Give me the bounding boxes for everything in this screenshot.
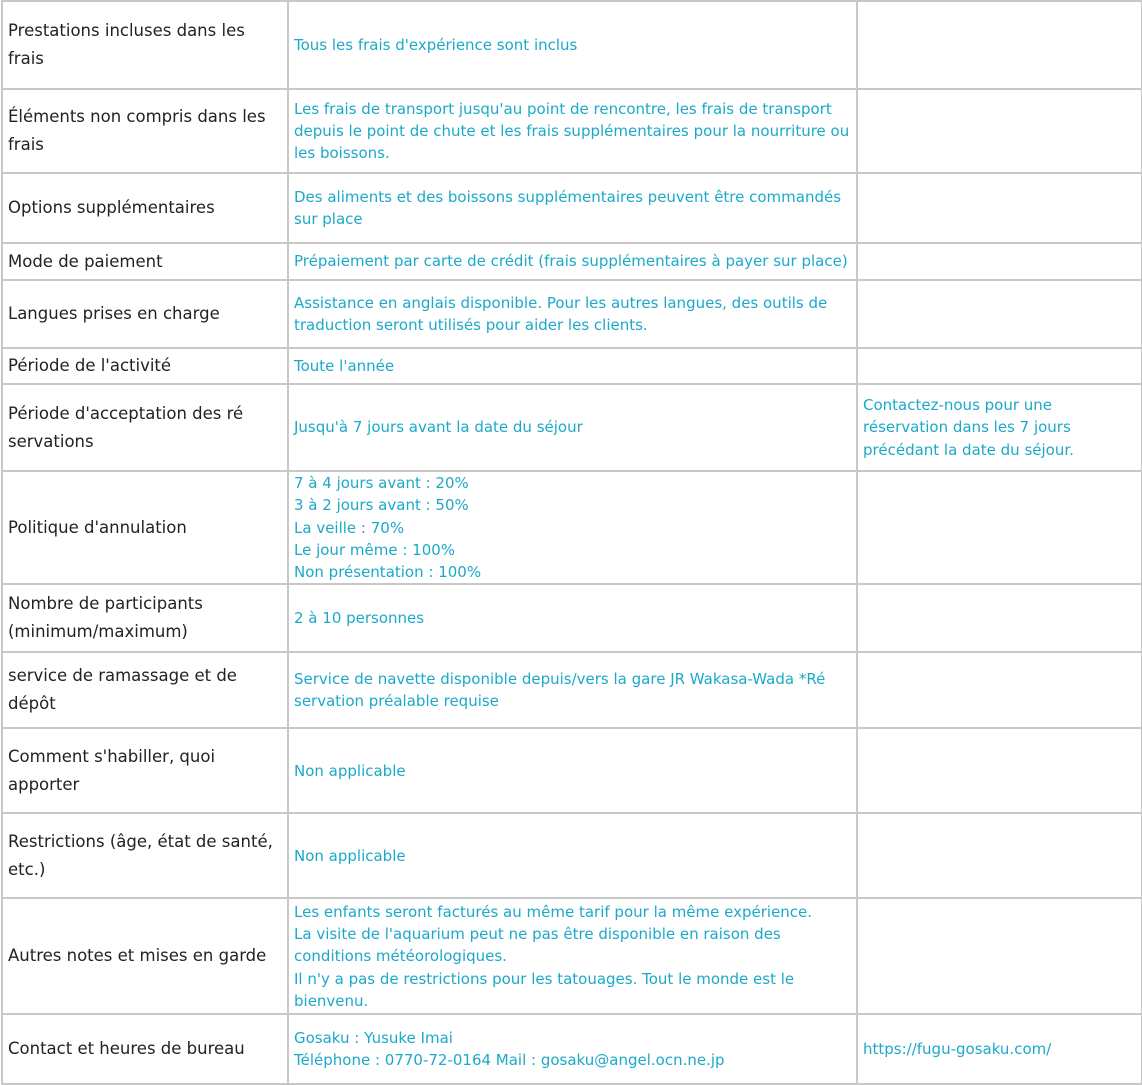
row-note — [857, 813, 1142, 898]
row-value: Jusqu'à 7 jours avant la date du séjour — [288, 384, 857, 471]
table-row — [2, 348, 1142, 384]
cancellation-line: 3 à 2 jours avant : 50% — [294, 496, 469, 515]
row-value: Tous les frais d'expérience sont inclus — [288, 1, 857, 89]
row-value: Prépaiement par carte de crédit (frais supplémentaires à payer sur place) — [288, 243, 857, 280]
row-value: Non applicable — [288, 728, 857, 813]
table-row — [2, 584, 1142, 652]
row-note — [857, 243, 1142, 280]
table-row — [2, 471, 1142, 584]
cancellation-line: Le jour même : 100% — [294, 540, 456, 559]
note-line: Il n'y a pas de restrictions pour les tatouages. Tout le monde est le bienvenu. — [294, 969, 795, 1010]
row-value — [288, 898, 857, 1014]
row-label: Restrictions (âge, état de santé, etc.) — [2, 813, 288, 898]
table-row — [2, 243, 1142, 280]
contact-name: Gosaku : Yusuke Imai — [294, 1029, 453, 1048]
row-label: Mode de paiement — [2, 243, 288, 280]
row-note — [857, 348, 1142, 384]
cancellation-line: La veille : 70% — [294, 518, 405, 537]
row-label: Éléments non compris dans les frais — [2, 89, 288, 173]
note-line: La visite de l'aquarium peut ne pas être disponible en raison des conditions météorologiques. — [294, 925, 781, 966]
row-label: Langues prises en charge — [2, 280, 288, 348]
row-label: Nombre de participants (minimum/maximum) — [2, 584, 288, 652]
row-note — [857, 584, 1142, 652]
cancellation-line: 7 à 4 jours avant : 20% — [294, 474, 469, 492]
contact-phone-mail: Téléphone : 0770-72-0164 Mail : gosaku@angel.ocn.ne.jp — [294, 1051, 725, 1070]
row-note — [857, 471, 1142, 584]
row-note — [857, 280, 1142, 348]
row-value: Les frais de transport jusqu'au point de rencontre, les frais de transport depuis le point de chute et les frais supplémentaires pour la nourriture ou les boissons. — [288, 89, 857, 173]
table-row — [2, 280, 1142, 348]
row-value: Non applicable — [288, 813, 857, 898]
table-row — [2, 1, 1142, 89]
row-value: 2 à 10 personnes — [288, 584, 857, 652]
table-row — [2, 173, 1142, 243]
row-label: Prestations incluses dans les frais — [2, 1, 288, 89]
table-row — [2, 813, 1142, 898]
row-note — [857, 652, 1142, 728]
row-note — [857, 1, 1142, 89]
info-table — [1, 0, 1142, 1085]
row-label: Période d'acceptation des ré servations — [2, 384, 288, 471]
row-label: Politique d'annulation — [2, 471, 288, 584]
row-note — [857, 1014, 1142, 1084]
row-value — [288, 1014, 857, 1084]
row-note — [857, 173, 1142, 243]
row-label: Contact et heures de bureau — [2, 1014, 288, 1084]
website-link[interactable]: https://fugu-gosaku.com/ — [863, 1040, 1052, 1059]
row-note: Contactez-nous pour une réservation dans les 7 jours précédant la date du séjour. — [857, 384, 1142, 471]
note-line: Les enfants seront facturés au même tarif pour la même expérience. — [294, 902, 813, 921]
row-value: Des aliments et des boissons supplémentaires peuvent être commandés sur place — [288, 173, 857, 243]
row-note — [857, 89, 1142, 173]
row-label: service de ramassage et de dépôt — [2, 652, 288, 728]
row-value: Toute l'année — [288, 348, 857, 384]
row-value: Assistance en anglais disponible. Pour les autres langues, des outils de traduction seront utilisés pour aider les clients. — [288, 280, 857, 348]
cancellation-line: Non présentation : 100% — [294, 563, 482, 582]
row-label: Comment s'habiller, quoi apporter — [2, 728, 288, 813]
table-row — [2, 728, 1142, 813]
row-value — [288, 471, 857, 584]
row-label: Options supplémentaires — [2, 173, 288, 243]
row-label: Autres notes et mises en garde — [2, 898, 288, 1014]
row-label: Période de l'activité — [2, 348, 288, 384]
table-row — [2, 384, 1142, 471]
table-row — [2, 898, 1142, 1014]
table-row — [2, 89, 1142, 173]
table-row — [2, 1014, 1142, 1084]
row-note — [857, 898, 1142, 1014]
row-value: Service de navette disponible depuis/vers la gare JR Wakasa-Wada *Ré servation préalable requise — [288, 652, 857, 728]
row-note — [857, 728, 1142, 813]
table-row — [2, 652, 1142, 728]
